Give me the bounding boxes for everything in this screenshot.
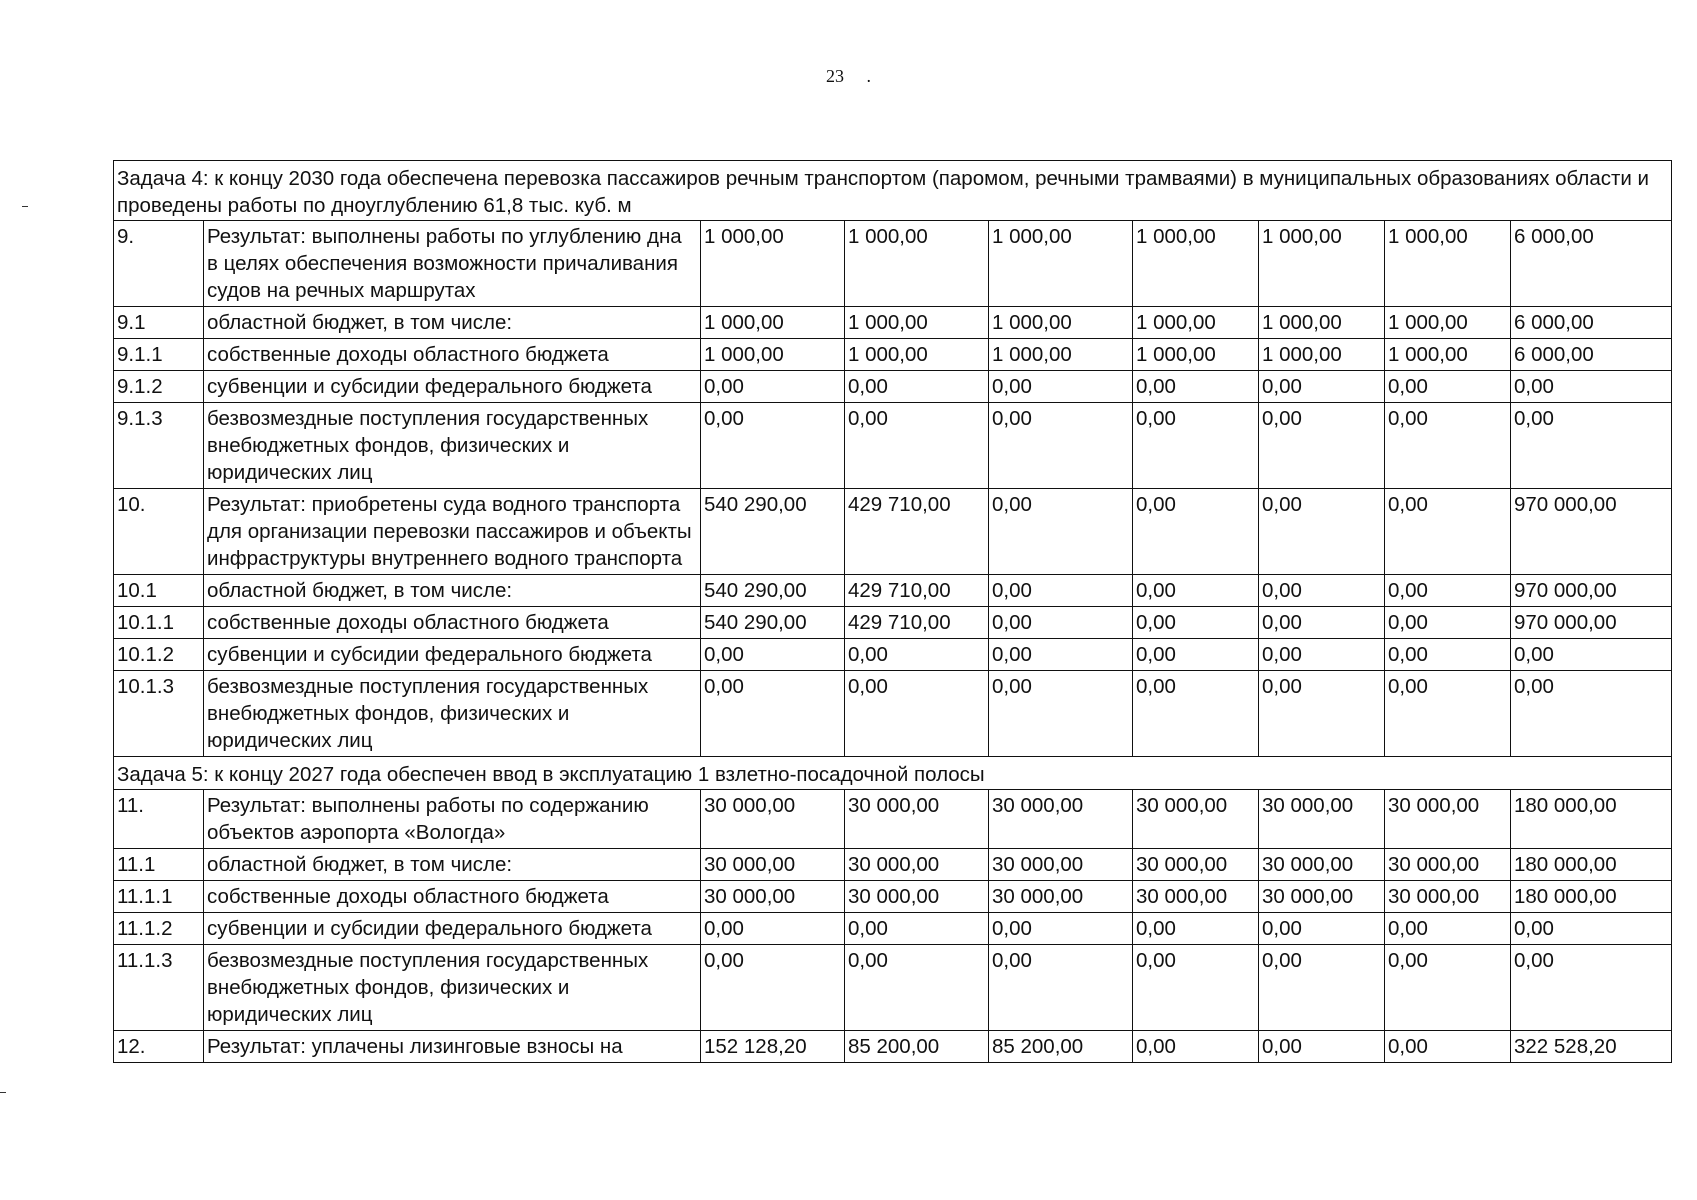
year-value: 1 000,00 [845,307,989,339]
total-value: 0,00 [1511,945,1672,1031]
year-value: 30 000,00 [989,849,1133,881]
row-description: областной бюджет, в том числе: [204,307,701,339]
table-row [114,1031,1672,1063]
year-value: 0,00 [701,639,845,671]
budget-table-body [114,161,1672,1063]
year-value: 0,00 [1133,575,1259,607]
year-value: 1 000,00 [1385,307,1511,339]
margin-mark [22,206,28,207]
year-value: 0,00 [1259,639,1385,671]
year-value: 30 000,00 [1385,881,1511,913]
row-description: Результат: выполнены работы по содержанию объектов аэропорта «Вологда» [204,790,701,849]
year-value: 0,00 [701,403,845,489]
total-value: 0,00 [1511,913,1672,945]
table-row [114,489,1672,575]
total-value: 0,00 [1511,639,1672,671]
total-value: 6 000,00 [1511,339,1672,371]
row-description: собственные доходы областного бюджета [204,607,701,639]
year-value: 0,00 [989,913,1133,945]
year-value: 0,00 [989,489,1133,575]
year-value: 0,00 [989,575,1133,607]
year-value: 30 000,00 [1385,849,1511,881]
page-number-dot: . [866,66,871,86]
total-value: 970 000,00 [1511,489,1672,575]
row-description: Результат: приобретены суда водного транспорта для организации перевозки пассажиров и объекты инфраструктуры внутреннего водного транспорта [204,489,701,575]
year-value: 30 000,00 [989,881,1133,913]
total-value: 970 000,00 [1511,607,1672,639]
year-value: 0,00 [845,639,989,671]
year-value: 0,00 [1385,639,1511,671]
year-value: 0,00 [1259,1031,1385,1063]
row-number: 9.1 [114,307,204,339]
year-value: 0,00 [1133,371,1259,403]
year-value: 1 000,00 [845,221,989,307]
year-value: 30 000,00 [845,881,989,913]
budget-table [113,160,1672,1063]
total-value: 0,00 [1511,671,1672,757]
total-value: 6 000,00 [1511,307,1672,339]
year-value: 0,00 [1133,403,1259,489]
year-value: 0,00 [1385,403,1511,489]
year-value: 0,00 [1385,945,1511,1031]
task-row [114,161,1672,221]
row-description: субвенции и субсидии федерального бюджета [204,913,701,945]
year-value: 152 128,20 [701,1031,845,1063]
task-heading: Задача 4: к концу 2030 года обеспечена перевозка пассажиров речным транспортом (паромом, речными трамваями) в муниципальных образованиях области и проведены работы по дноуглублению 61,8 тыс. куб. м [114,161,1672,221]
table-row [114,881,1672,913]
year-value: 0,00 [1385,913,1511,945]
year-value: 30 000,00 [701,790,845,849]
year-value: 1 000,00 [1385,221,1511,307]
row-number: 9.1.1 [114,339,204,371]
year-value: 0,00 [1259,607,1385,639]
task-heading: Задача 5: к концу 2027 года обеспечен ввод в эксплуатацию 1 взлетно-посадочной полосы [114,757,1672,790]
year-value: 0,00 [1133,639,1259,671]
year-value: 540 290,00 [701,489,845,575]
row-description: субвенции и субсидии федерального бюджета [204,639,701,671]
year-value: 30 000,00 [845,790,989,849]
table-row [114,790,1672,849]
total-value: 6 000,00 [1511,221,1672,307]
table-row [114,403,1672,489]
year-value: 1 000,00 [1259,221,1385,307]
row-description: безвозмездные поступления государственных внебюджетных фондов, физических и юридических лиц [204,403,701,489]
row-number: 10. [114,489,204,575]
row-number: 10.1 [114,575,204,607]
year-value: 1 000,00 [1259,307,1385,339]
year-value: 0,00 [1259,489,1385,575]
year-value: 1 000,00 [845,339,989,371]
table-row [114,913,1672,945]
table-row [114,339,1672,371]
year-value: 0,00 [989,671,1133,757]
row-description: Результат: выполнены работы по углублению дна в целях обеспечения возможности причаливания судов на речных маршрутах [204,221,701,307]
total-value: 322 528,20 [1511,1031,1672,1063]
margin-mark [0,1092,6,1093]
year-value: 1 000,00 [701,307,845,339]
year-value: 0,00 [1259,403,1385,489]
total-value: 180 000,00 [1511,881,1672,913]
year-value: 0,00 [1385,671,1511,757]
row-number: 11. [114,790,204,849]
year-value: 0,00 [1259,913,1385,945]
row-description: областной бюджет, в том числе: [204,849,701,881]
row-number: 11.1.3 [114,945,204,1031]
year-value: 85 200,00 [989,1031,1133,1063]
year-value: 1 000,00 [989,339,1133,371]
year-value: 30 000,00 [845,849,989,881]
year-value: 0,00 [1385,1031,1511,1063]
year-value: 1 000,00 [701,221,845,307]
year-value: 30 000,00 [1259,881,1385,913]
total-value: 970 000,00 [1511,575,1672,607]
year-value: 0,00 [1133,913,1259,945]
row-number: 10.1.3 [114,671,204,757]
total-value: 180 000,00 [1511,849,1672,881]
year-value: 1 000,00 [989,307,1133,339]
row-number: 10.1.1 [114,607,204,639]
year-value: 0,00 [845,945,989,1031]
year-value: 1 000,00 [1259,339,1385,371]
row-number: 9. [114,221,204,307]
year-value: 1 000,00 [1133,307,1259,339]
row-description: собственные доходы областного бюджета [204,881,701,913]
table-row [114,607,1672,639]
row-description: собственные доходы областного бюджета [204,339,701,371]
table-row [114,575,1672,607]
year-value: 30 000,00 [1259,790,1385,849]
year-value: 0,00 [701,945,845,1031]
table-row [114,371,1672,403]
table-row [114,221,1672,307]
page-number-value: 23 [826,66,844,86]
year-value: 0,00 [701,913,845,945]
year-value: 30 000,00 [1133,790,1259,849]
table-row [114,945,1672,1031]
year-value: 0,00 [1385,575,1511,607]
year-value: 0,00 [1385,489,1511,575]
total-value: 180 000,00 [1511,790,1672,849]
year-value: 0,00 [845,371,989,403]
row-description: безвозмездные поступления государственных внебюджетных фондов, физических и юридических лиц [204,671,701,757]
year-value: 30 000,00 [701,881,845,913]
year-value: 30 000,00 [1133,881,1259,913]
year-value: 0,00 [1133,1031,1259,1063]
row-number: 10.1.2 [114,639,204,671]
year-value: 30 000,00 [1133,849,1259,881]
year-value: 0,00 [1133,607,1259,639]
year-value: 0,00 [1133,671,1259,757]
year-value: 0,00 [1259,575,1385,607]
row-number: 9.1.2 [114,371,204,403]
year-value: 0,00 [845,671,989,757]
row-description: областной бюджет, в том числе: [204,575,701,607]
year-value: 0,00 [989,403,1133,489]
year-value: 0,00 [845,403,989,489]
year-value: 0,00 [701,371,845,403]
table-row [114,307,1672,339]
total-value: 0,00 [1511,371,1672,403]
year-value: 30 000,00 [701,849,845,881]
year-value: 1 000,00 [989,221,1133,307]
row-number: 11.1 [114,849,204,881]
year-value: 1 000,00 [701,339,845,371]
page-number [0,66,1697,87]
year-value: 429 710,00 [845,489,989,575]
year-value: 30 000,00 [1259,849,1385,881]
year-value: 0,00 [1133,489,1259,575]
year-value: 429 710,00 [845,575,989,607]
year-value: 1 000,00 [1133,339,1259,371]
table-row [114,639,1672,671]
year-value: 0,00 [989,945,1133,1031]
year-value: 429 710,00 [845,607,989,639]
year-value: 540 290,00 [701,607,845,639]
year-value: 0,00 [701,671,845,757]
year-value: 0,00 [1133,945,1259,1031]
year-value: 0,00 [989,639,1133,671]
row-number: 9.1.3 [114,403,204,489]
year-value: 0,00 [1385,371,1511,403]
year-value: 0,00 [989,607,1133,639]
year-value: 0,00 [1259,371,1385,403]
table-row [114,849,1672,881]
row-number: 11.1.2 [114,913,204,945]
year-value: 1 000,00 [1385,339,1511,371]
task-row [114,757,1672,790]
row-description: субвенции и субсидии федерального бюджета [204,371,701,403]
year-value: 0,00 [989,371,1133,403]
row-description: безвозмездные поступления государственных внебюджетных фондов, физических и юридических лиц [204,945,701,1031]
year-value: 0,00 [1259,671,1385,757]
year-value: 0,00 [1385,607,1511,639]
row-description: Результат: уплачены лизинговые взносы на [204,1031,701,1063]
year-value: 30 000,00 [989,790,1133,849]
year-value: 0,00 [1259,945,1385,1031]
row-number: 12. [114,1031,204,1063]
year-value: 30 000,00 [1385,790,1511,849]
row-number: 11.1.1 [114,881,204,913]
year-value: 540 290,00 [701,575,845,607]
year-value: 1 000,00 [1133,221,1259,307]
year-value: 0,00 [845,913,989,945]
table-row [114,671,1672,757]
year-value: 85 200,00 [845,1031,989,1063]
total-value: 0,00 [1511,403,1672,489]
